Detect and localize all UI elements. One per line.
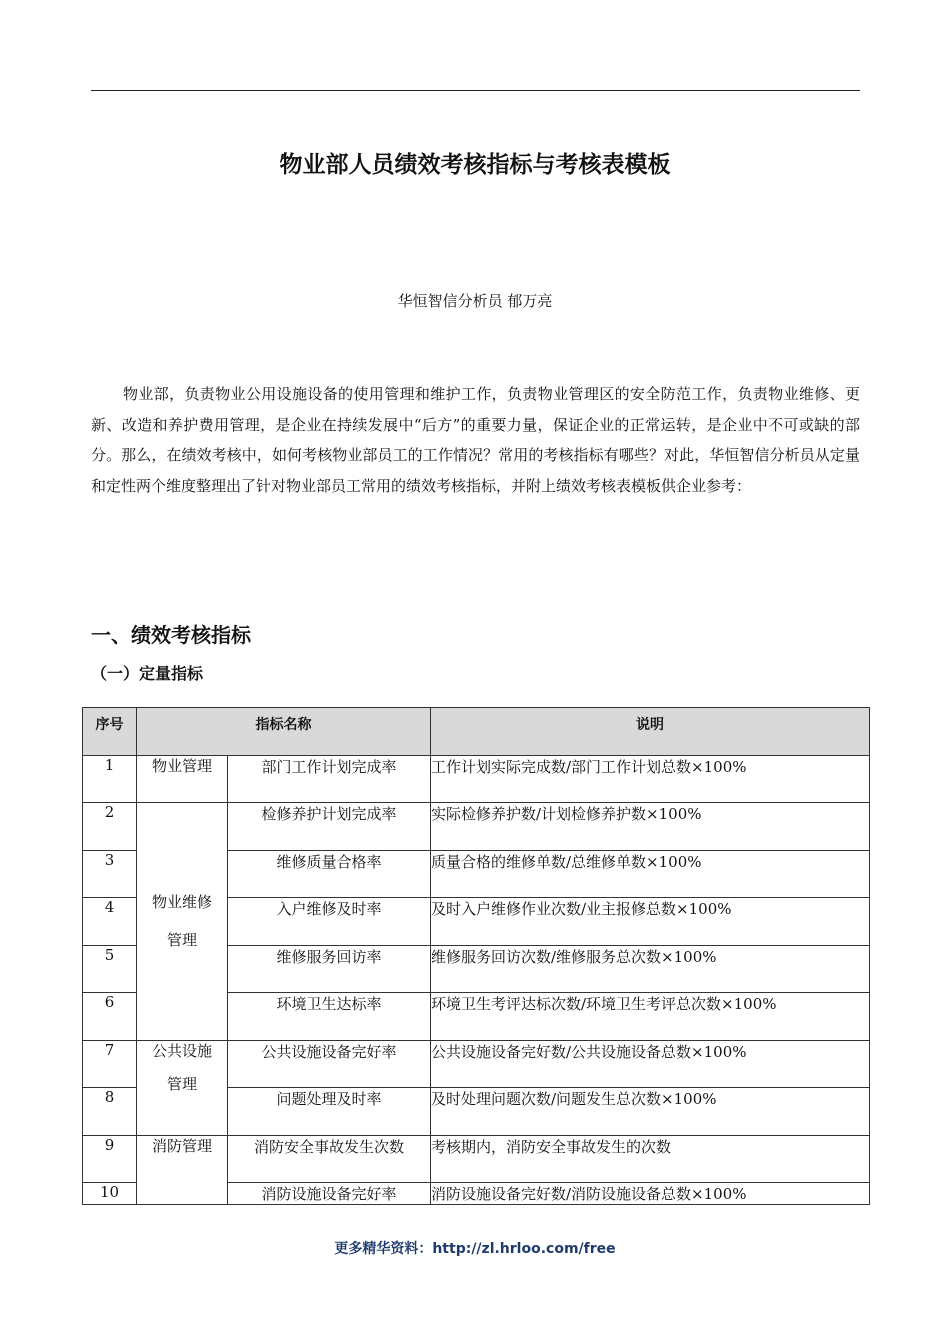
metric-desc: 维修服务回访次数/维修服务总次数×100% bbox=[431, 945, 870, 993]
category-label: 公共设施 bbox=[151, 1041, 212, 1060]
metric-name: 检修养护计划完成率 bbox=[228, 803, 431, 851]
metric-desc: 质量合格的维修单数/总维修单数×100% bbox=[431, 850, 870, 898]
category-label: 物业维修 bbox=[151, 893, 212, 912]
intro-paragraph: 物业部，负责物业公用设施设备的使用管理和维护工作，负责物业管理区的安全防范工作，负责物业维修、更新、改造和养护费用管理，是企业在持续发展中“后方”的重要力量，保证企业的正常运转，是企业中不可或缺的部分。那么，在绩效考核中，如何考核物业部员工的工作情况？常用的考核指标有哪些？对此，华恒智信分析员从定量和定性两个维度整理出了针对物业部员工常用的绩效考核指标，并附上绩效考核表模板供企业参考： bbox=[91, 385, 860, 495]
row-no: 6 bbox=[83, 993, 137, 1041]
category-cell bbox=[137, 1040, 228, 1135]
header-rule bbox=[91, 90, 860, 91]
row-no: 3 bbox=[83, 850, 137, 898]
metric-name: 消防安全事故发生次数 bbox=[228, 1135, 431, 1183]
row-no: 7 bbox=[83, 1040, 137, 1088]
table-row bbox=[83, 755, 870, 803]
table-header-row bbox=[83, 708, 870, 756]
author-line: 华恒智信分析员 郁万亮 bbox=[397, 292, 553, 310]
metric-desc: 公共设施设备完好数/公共设施设备总数×100% bbox=[431, 1040, 870, 1088]
metric-name: 部门工作计划完成率 bbox=[228, 755, 431, 803]
table-row bbox=[83, 1040, 870, 1088]
metric-desc: 及时入户维修作业次数/业主报修总数×100% bbox=[431, 898, 870, 946]
section-heading: 一、绩效考核指标 bbox=[91, 623, 251, 647]
metric-name: 维修服务回访率 bbox=[228, 945, 431, 993]
row-no: 8 bbox=[83, 1088, 137, 1136]
category-cell: 消防管理 bbox=[137, 1135, 228, 1205]
metric-name: 维修质量合格率 bbox=[228, 850, 431, 898]
row-no: 1 bbox=[83, 755, 137, 803]
table-row bbox=[83, 803, 870, 851]
row-no: 4 bbox=[83, 898, 137, 946]
table-row bbox=[83, 1135, 870, 1183]
category-cell: 物业管理 bbox=[137, 755, 228, 803]
metric-desc: 及时处理问题次数/问题发生总次数×100% bbox=[431, 1088, 870, 1136]
header-no: 序号 bbox=[83, 708, 137, 756]
metric-desc: 实际检修养护数/计划检修养护数×100% bbox=[431, 803, 870, 851]
row-no: 2 bbox=[83, 803, 137, 851]
row-no: 5 bbox=[83, 945, 137, 993]
quantitative-metrics-table bbox=[82, 707, 870, 1205]
category-label: 管理 bbox=[166, 931, 197, 950]
metric-name: 消防设施设备完好率 bbox=[228, 1183, 431, 1205]
header-name: 指标名称 bbox=[137, 708, 431, 756]
metric-name: 环境卫生达标率 bbox=[228, 993, 431, 1041]
category-cell bbox=[137, 803, 228, 1041]
subsection-heading: （一）定量指标 bbox=[91, 664, 204, 683]
metric-desc: 环境卫生考评达标次数/环境卫生考评总次数×100% bbox=[431, 993, 870, 1041]
category-label: 管理 bbox=[166, 1074, 197, 1093]
metric-desc: 工作计划实际完成数/部门工作计划总数×100% bbox=[431, 755, 870, 803]
row-no: 9 bbox=[83, 1135, 137, 1183]
metric-name: 问题处理及时率 bbox=[228, 1088, 431, 1136]
metric-desc: 消防设施设备完好数/消防设施设备总数×100% bbox=[431, 1183, 870, 1205]
metric-name: 入户维修及时率 bbox=[228, 898, 431, 946]
footer-link[interactable]: 更多精华资料：http://zl.hrloo.com/free bbox=[334, 1241, 616, 1257]
metric-name: 公共设施设备完好率 bbox=[228, 1040, 431, 1088]
header-desc: 说明 bbox=[431, 708, 870, 756]
document-title: 物业部人员绩效考核指标与考核表模板 bbox=[279, 152, 671, 178]
row-no: 10 bbox=[83, 1183, 137, 1205]
metric-desc: 考核期内，消防安全事故发生的次数 bbox=[431, 1135, 870, 1183]
